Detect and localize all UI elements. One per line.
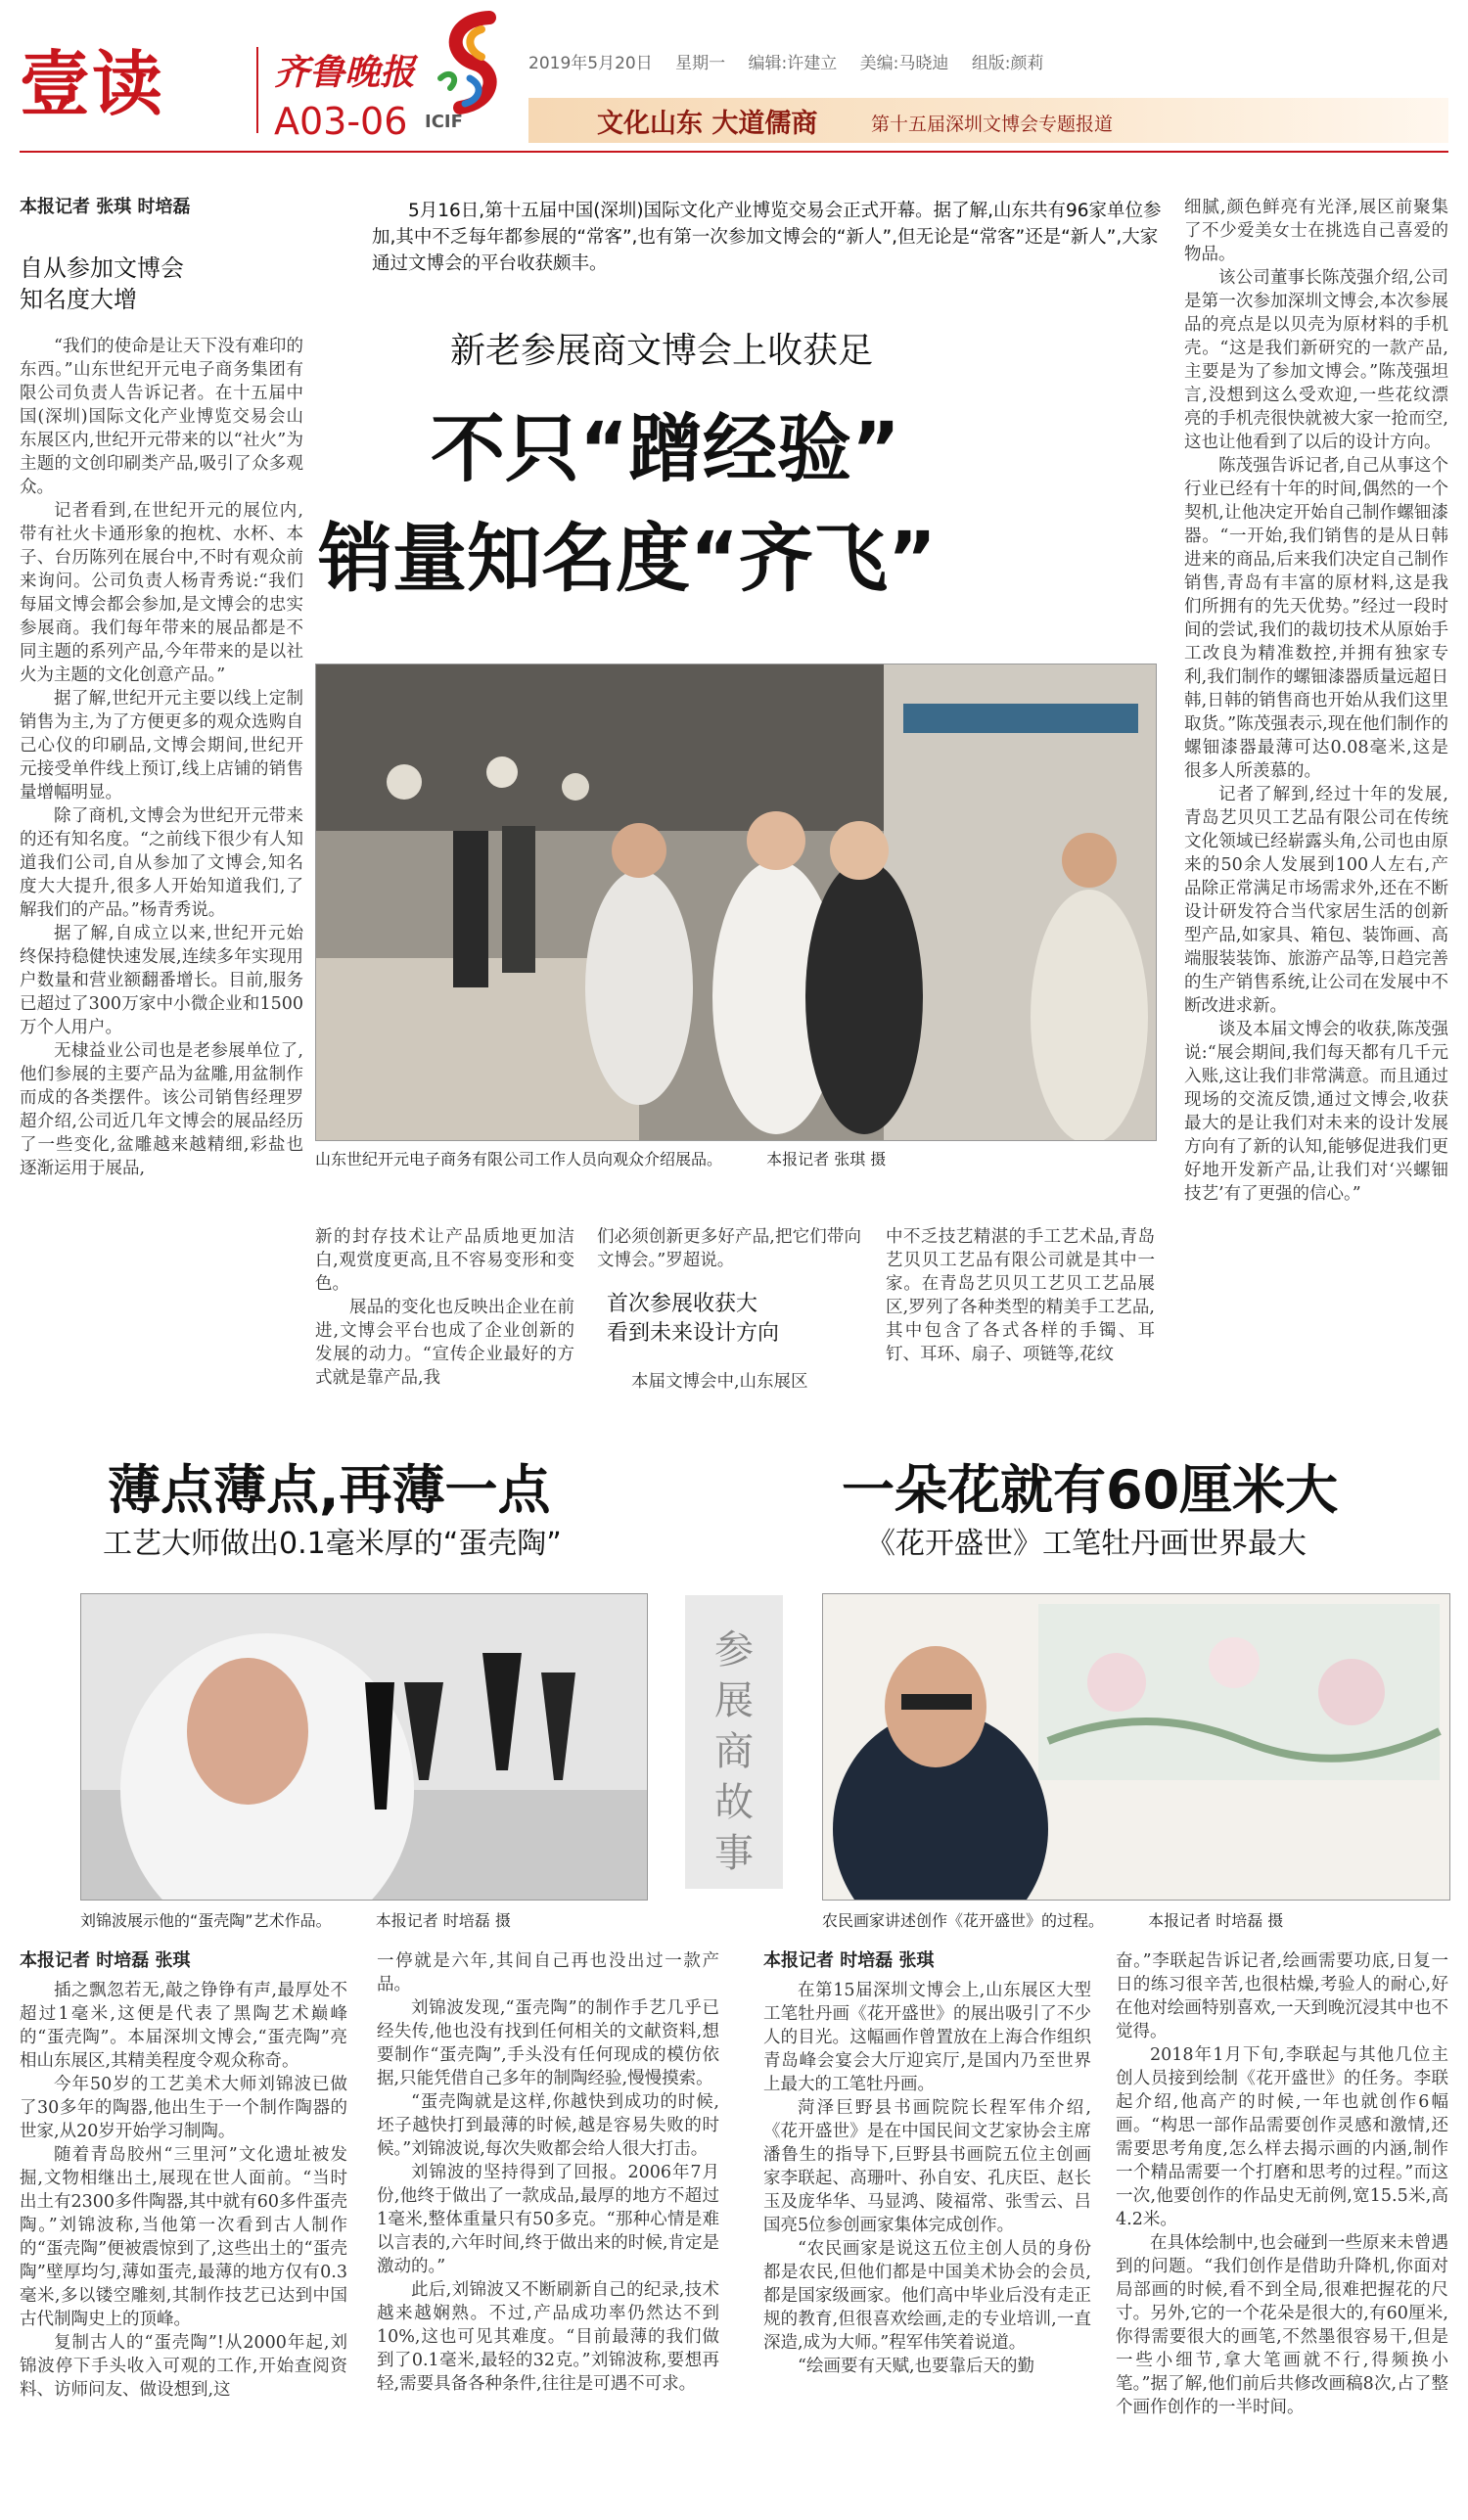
right-article-column: 细腻,颜色鲜亮有光泽,展区前聚集了不少爱美女士在挑选自己喜爱的物品。 该公司董事长陈茂强介绍,公司是第一次参加深圳文博会,本次参展品的亮点是以贝壳为原材料的手机壳。“这是我们新研究的一款产品,主要是为了参加文博会。”陈茂强坦言,没想到这么受欢迎,一些花纹漂亮的手机壳很快就被大家一抢而空,这也让他看到了以后的设计方向。 陈茂强告诉记者,自己从事这个行业已经有十年的时间,偶然的一个契机,让他决定开始自己制作螺钿漆器。“一开始,我们销售的是从日韩进来的商品,后来我们决定自己制作销售,青岛有丰富的原材料,这是我们所拥有的先天优势。”经过一段时间的尝试,我们的裁切技术从原始手工改良为精准数控,并拥有独家专利,我们制作的螺钿漆器质量远超日韩,日韩的销售商也开始从我们这里取货。”陈茂强表示,现在他们制作的螺钿漆器最薄可达0.08毫米,这是很多人所羡慕的。 记者了解到,经过十年的发展,青岛艺贝贝工艺品有限公司在传统文化领域已经崭露头角,公司也由原来的50余人发展到100人左右,产品除正常满足市场需求外,还在不断设计研发符合当代家居生活的创新型产品,如家具、箱包、装饰画、高端服装装饰、旅游产品等,日趋完善的生产销售系统,让公司在发展中不断改进求新。 谈及本届文博会的收获,陈茂强说:“展会期间,我们每天都有几千元入账,这让我们非常满意。而且通过现场的交流反馈,通过文博会,收获最大的是让我们对未来的设计发展方向有了新的认知,能够促进我们更好地开发新产品,让我们对‘兴螺钿技艺’有了更强的信心。” bbox=[1184, 198, 1448, 1204]
right-story-photo bbox=[822, 1593, 1450, 1901]
eggshell-pottery-photo-icon bbox=[81, 1594, 647, 1900]
issue-meta bbox=[528, 49, 1062, 73]
paragraph: “我们的使命是让天下没有难印的东西。”山东世纪开元电子商务集团有限公司负责人告诉记者。在十五届中国(深圳)国际文化产业博览交易会山东展区内,世纪开元带来的以“社火”为主题的文创印刷类产品,吸引了众多观众。 bbox=[20, 337, 303, 497]
paragraph: 陈茂强告诉记者,自己从事这个行业已经有十年的时间,偶然的一个契机,让他决定开始自己制作螺钿漆器。“一开始,我们销售的是从日韩进来的商品,后来我们决定自己制作销售,青岛有丰富的原材料,这是我们所拥有的先天优势。”经过一段时间的尝试,我们的裁切技术从原始手工改良为精准数控,并拥有独家专利,我们制作的螺钿漆器质量远超日韩,日韩的销售商也开始从我们这里取货。”陈茂强表示,现在他们制作的螺钿漆器最薄可达0.08毫米,这是很多人所羡慕的。 bbox=[1184, 456, 1448, 781]
paragraph: 记者看到,在世纪开元的展位内,带有社火卡通形象的抱枕、水杯、本子、台历陈列在展台中,不时有观众前来询问。公司负责人杨青秀说:“我们每届文博会都会参加,是文博会的忠实参展商。我们每年带来的展品都是不同主题的系列产品,今年带来的是以社火为主题的文化创意产品。” bbox=[20, 501, 303, 685]
story-tag-text: 参展商故事 bbox=[714, 1627, 754, 1876]
page-code: A03-06 bbox=[274, 100, 408, 143]
exhibition-booth-photo-icon bbox=[316, 664, 1156, 1140]
main-photo bbox=[315, 664, 1157, 1141]
paragraph: 据了解,自成立以来,世纪开元始终保持稳健快速发展,连续多年实现用户数量和营业额翻番增长。目前,服务已超过了300万家中小微企业和1500万个人用户。 bbox=[20, 924, 303, 1037]
issue-weekday: 星期一 bbox=[675, 54, 726, 73]
header-rule bbox=[20, 151, 1448, 153]
header-divider bbox=[256, 47, 258, 133]
paragraph: 记者了解到,经过十年的发展,青岛艺贝贝工艺品有限公司在传统文化领域已经崭露头角,公司也由原来的50余人发展到100人左右,产品除正常满足市场需求外,还在不断设计研发符合当代家居生活的创新型产品,如家具、箱包、装饰画、高端服装装饰、旅游产品等,日趋完善的生产销售系统,让公司在发展中不断改进求新。 bbox=[1184, 785, 1448, 1016]
paragraph: 该公司董事长陈茂强介绍,公司是第一次参加深圳文博会,本次参展品的亮点是以贝壳为原材料的手机壳。“这是我们新研究的一款产品,主要是为了参加文博会。”陈茂强坦言,没想到这么受欢迎,一些花纹漂亮的手机壳很快就被大家一抢而空,这也让他看到了以后的设计方向。 bbox=[1184, 268, 1448, 452]
right-story-column-2: 奋。”李联起告诉记者,绘画需要功底,日复一日的练习很辛苦,也很枯燥,考验人的耐心,好在他对绘画特别喜欢,一天到晚沉浸其中也不觉得。 2018年1月下旬,李联起与其他几位主创人员接到绘制《花开盛世》的任务。李联起介绍,他高产的时候,一年也就创作6幅画。“构思一部作品需要创作灵感和激情,还需要思考角度,怎么样去揭示画的内涵,制作一个精品需要一个打磨和思考的过程。”而这一次,他要创作的作品史无前例,宽15.5米,高4.2米。 在具体绘制中,也会碰到一些原来未曾遇到的问题。“我们创作是借助升降机,你面对局部画的时候,看不到全局,很难把握花的尺寸。另外,它的一个花朵是很大的,有60厘米,你得需要很大的画笔,不然墨很容易干,但是一些小细节,拿大笔画就不行,得频换小笔。”据了解,他们前后共修改画稿8次,占了整个画作创作的一半时间。 bbox=[1116, 1951, 1448, 2417]
headline-line-2: 销量知名度“齐飞” bbox=[318, 515, 937, 602]
banner-subtitle: 第十五届深圳文博会专题报道 bbox=[871, 114, 1114, 135]
inner-subhead: 首次参展收获大 看到未来设计方向 bbox=[607, 1292, 780, 1346]
banner-title: 文化山东 大道儒商 bbox=[597, 109, 818, 139]
paragraph: 无棣益业公司也是老参展单位了,他们参展的主要产品为盆雕,用盆制作而成的各类摆件。该公司销售经理罗超介绍,公司近几年文博会的展品经历了一些变化,盆雕越来越精细,彩盐也逐渐运用于展品, bbox=[20, 1041, 303, 1178]
issue-date: 2019年5月20日 bbox=[528, 54, 653, 73]
left-subhead: 自从参加文博会 知名度大增 bbox=[20, 254, 184, 313]
editor: 编辑:许建立 bbox=[748, 54, 838, 73]
left-story-column-2: 一停就是六年,其间自己再也没出过一款产品。 刘锦波发现,“蛋壳陶”的制作手艺几乎已经失传,他也没有找到任何相关的文献资料,想要制作“蛋壳陶”,手头没有任何现成的模仿依据,只能凭借自己多年的制陶经验,慢慢摸索。 “蛋壳陶就是这样,你越快到成功的时候,坯子越快打到最薄的时候,越是容易失败的时候。”刘锦波说,每次失败都会给人很大打击。 刘锦波的坚持得到了回报。2006年7月份,他终于做出了一款成品,最厚的地方不超过1毫米,整体重量只有50多克。“那种心情是难以言表的,六年时间,终于做出来的时候,肯定是激动的。” 此后,刘锦波又不断刷新自己的纪录,技术越来越娴熟。不过,产品成功率仍然达不到10%,这也可见其难度。“目前最薄的我们做到了0.1毫米,最轻的32克。”刘锦波称,要想再轻,需要具备各种条件,往往是可遇不可求。 bbox=[377, 1951, 719, 2394]
paragraph: 除了商机,文博会为世纪开元带来的还有知名度。“之前线下很少有人知道我们公司,自从参加了文博会,知名度大大提升,很多人开始知道我们,了解我们的产品。”杨青秀说。 bbox=[20, 806, 303, 920]
paper-name: 齐鲁晚报 bbox=[274, 52, 416, 93]
layout-editor: 组版:颜莉 bbox=[971, 54, 1044, 73]
icif-logo-text: ICIF bbox=[425, 112, 463, 132]
left-story-photo bbox=[80, 1593, 648, 1901]
continued-column-2b: 本届文博会中,山东展区 bbox=[631, 1372, 808, 1392]
art-editor: 美编:马晓迪 bbox=[859, 54, 949, 73]
headline-line-1: 不只“蹭经验” bbox=[431, 405, 900, 492]
paragraph: 据了解,世纪开元主要以线上定制销售为主,为了方便更多的观众选购自己心仪的印刷品,文博会期间,世纪开元接受单件线上预订,线上店铺的销售量增幅明显。 bbox=[20, 689, 303, 802]
lead-paragraph: 5月16日,第十五届中国(深圳)国际文化产业博览交易会正式开幕。据了解,山东共有96家单位参加,其中不乏每年都参展的“常客”,也有第一次参加文博会的“新人”,但无论是“常客”还是“新人”,大家通过文博会的平台收获颇丰。 bbox=[372, 201, 1162, 274]
right-story-column-1: 本报记者 时培磊 张琪 在第15届深圳文博会上,山东展区大型工笔牡丹画《花开盛世》的展出吸引了不少人的目光。这幅画作曾置放在上海合作组织青岛峰会宴会大厅迎宾厅,是国内乃至世界上最大的工笔牡丹画。 菏泽巨野县书画院院长程军伟介绍,《花开盛世》是在中国民间文艺家协会主席潘鲁生的指导下,巨野县书画院五位主创画家李联起、高珊叶、孙自安、孔庆臣、赵长玉及庞华华、马显鸿、陵福常、张雪云、吕国亮5位参创画家集体完成创作。 “农民画家是说这五位主创人员的身份都是农民,但他们都是中国美术协会的会员,都是国家级画家。他们高中毕业后没有走正规的教育,但很喜欢绘画,走的专业培训,一直深造,成为大师。”程军伟笑着说道。 “绘画要有天赋,也要靠后天的勤 bbox=[763, 1950, 1091, 2376]
peony-painting-photo-icon bbox=[823, 1594, 1449, 1900]
continued-column-1: 新的封存技术让产品质地更加洁白,观赏度更高,且不容易变形和变色。 展品的变化也反映出企业在前进,文博会平台也成了企业创新的发展的动力。“宣传企业最好的方式就是靠产品,我 bbox=[315, 1227, 574, 1388]
continued-column-3: 中不乏技艺精湛的手工艺术品,青岛艺贝贝工艺品有限公司就是其中一家。在青岛艺贝贝工艺贝工艺品展区,罗列了各种类型的精美手工艺品,其中包含了各式各样的手镯、耳钉、耳环、扇子、项链等,花纹 bbox=[886, 1227, 1155, 1364]
right-story-subtitle: 《花开盛世》工笔牡丹画世界最大 bbox=[866, 1527, 1307, 1561]
section-brand: 壹读 bbox=[20, 43, 165, 125]
headline-kicker: 新老参展商文博会上收获足 bbox=[450, 331, 874, 371]
left-story-caption: 刘锦波展示他的“蛋壳陶”艺术作品。 本报记者 时培磊 摄 bbox=[80, 1911, 511, 1930]
left-story-subtitle: 工艺大师做出0.1毫米厚的“蛋壳陶” bbox=[103, 1527, 562, 1561]
continued-column-2: 们必须创新更多好产品,把它们带向文博会。”罗超说。 bbox=[597, 1227, 861, 1270]
main-photo-caption: 山东世纪开元电子商务有限公司工作人员向观众介绍展品。 本报记者 张琪 摄 bbox=[315, 1150, 887, 1168]
right-story-caption: 农民画家讲述创作《花开盛世》的过程。 本报记者 时培磊 摄 bbox=[822, 1911, 1284, 1930]
paragraph: 谈及本届文博会的收获,陈茂强说:“展会期间,我们每天都有几千元入账,这让我们非常满意。而且通过现场的交流反馈,通过文博会,收获最大的是让我们对未来的设计发展方向有了新的认知,能够促进我们更好地开发新产品,让我们对‘兴螺钿技艺’有了更强的信心。” bbox=[1184, 1020, 1448, 1204]
left-article-column bbox=[20, 196, 303, 1180]
left-story-column-1: 本报记者 时培磊 张琪 插之飘忽若无,敲之铮铮有声,最厚处不超过1毫米,这便是代表了黑陶艺术巅峰的“蛋壳陶”。本届深圳文博会,“蛋壳陶”亮相山东展区,其精美程度令观众称奇。 今年50岁的工艺美术大师刘锦波已做了30多年的陶器,他出生于一个制作陶器的世家,从20岁开始学习制陶。 随着青岛胶州“三里河”文化遗址被发掘,文物相继出土,展现在世人面前。“当时出土有2300多件陶器,其中就有60多件蛋壳陶。”刘锦波称,当他第一次看到古人制作的“蛋壳陶”便被震惊到了,这些出土的“蛋壳陶”壁厚均匀,薄如蛋壳,最薄的地方仅有0.3毫米,多以镂空雕刻,其制作技艺已达到中国古代制陶史上的顶峰。 复制古人的“蛋壳陶”!从2000年起,刘锦波停下手头收入可观的工作,开始查阅资料、访师问友、做设想到,这 bbox=[20, 1950, 347, 2400]
right-story-title: 一朵花就有60厘米大 bbox=[842, 1459, 1339, 1521]
left-story-title: 薄点薄点,再薄一点 bbox=[108, 1459, 551, 1521]
left-byline: 本报记者 张琪 时培磊 bbox=[20, 197, 191, 217]
